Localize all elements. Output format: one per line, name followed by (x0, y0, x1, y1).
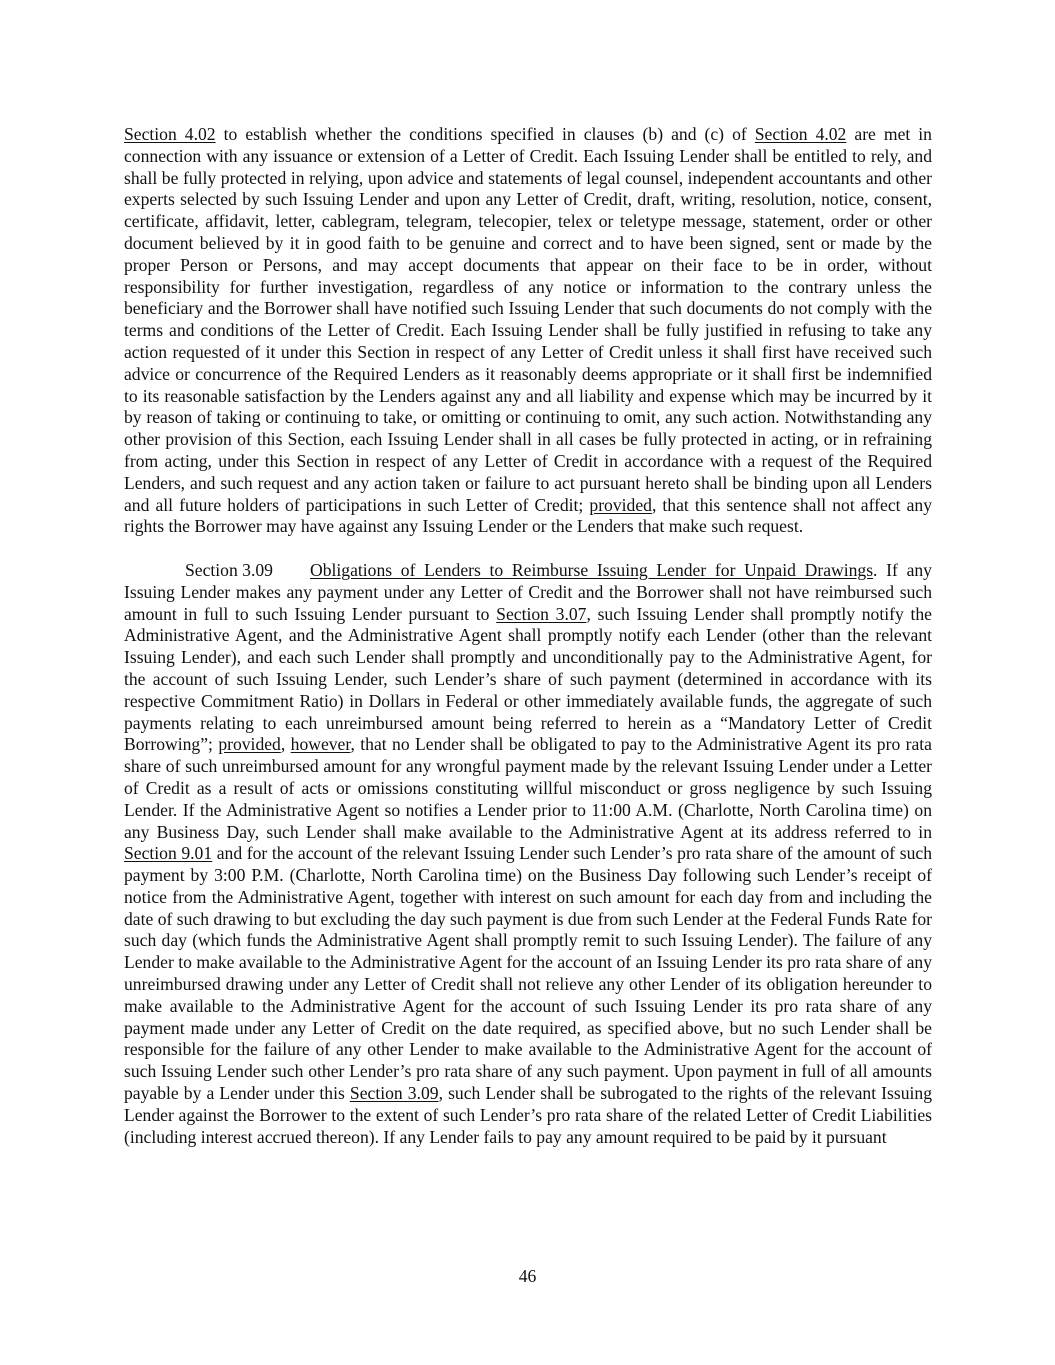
paragraph-text: are met in connection with any issuance or extension of a Letter of Credit. Each Issuing Lender shall be entitled to rely, and shall be fully protected in relying, upon advice and statements of legal counsel, independent accountants and other experts selected by such Issuing Lender and upon any Letter of Credit, draft, writing, resolution, notice, consent, certificate, affidavit, letter, cablegram, telegram, telecopier, telex or teletype message, statement, order or other document believed by it in good faith to be genuine and correct and to have been signed, sent or made by the proper Person or Persons, and may accept documents that appear on their face to be in order, without responsibility for further investigation, regardless of any notice or information to the contrary unless the beneficiary and the Borrower shall have notified such Issuing Lender that such documents do not comply with the terms and conditions of the Letter of Credit. Each Issuing Lender shall be fully justified in refusing to take any action requested of it under this Section in respect of any Letter of Credit unless it shall first have received such advice or concurrence of the Required Lenders as it reasonably deems appropriate or it shall first be indemnified to its reasonable satisfaction by the Lenders against any and all liability and expense which may be incurred by it by reason of taking or continuing to take, or omitting or continuing to omit, any such action. Notwithstanding any other provision of this Section, each Issuing Lender shall in all cases be fully protected in acting, or in refraining from acting, under this Section in respect of any Letter of Credit in accordance with a request of the Required Lenders, and such request and any action taken or failure to act pursuant hereto shall be binding upon all Lenders and all future holders of participations in such Letter of Credit; (124, 124, 932, 515)
paragraph-text: , such Issuing Lender shall promptly notify the Administrative Agent, and the Administrative Agent shall promptly notify each Lender (other than the relevant Issuing Lender), and each such Lender shall promptly and unconditionally pay to the Administrative Agent, for the account of such Issuing Lender, such Lender’s share of such payment (determined in accordance with its respective Commitment Ratio) in Dollars in Federal or other immediately available funds, the aggregate of such payments relating to each unreimbursed amount being referred to herein as a “Mandatory Letter of Credit Borrowing”; (124, 603, 932, 755)
provided-term: provided (589, 494, 652, 515)
section-number: Section 3.09 (185, 559, 273, 580)
paragraph-issuing-lender-reliance (124, 124, 932, 538)
page-number: 46 (518, 1266, 537, 1286)
document-page (124, 124, 932, 1148)
section-reference: Section 4.02 (754, 124, 847, 144)
section-reference: Section 9.01 (124, 843, 213, 864)
section-3-09-paragraph (124, 560, 932, 1149)
paragraph-text: , that no Lender shall be obligated to pay to the Administrative Agent its pro rata share of such unreimbursed amount for any wrongful payment made by the relevant Issuing Lender under a Letter of Credit as a result of acts or omissions constituting willful misconduct or gross negligence by such Issuing Lender. If the Administrative Agent so notifies a Lender prior to 11:00 A.M. (Charlotte, North Carolina time) on any Business Day, such Lender shall make available to the Administrative Agent at its address referred to in (124, 734, 932, 842)
paragraph-text: , such Lender shall be subrogated to the rights of the relevant Issuing Lender against the Borrower to the extent of such Lender’s pro rata share of the related Letter of Credit Liabilities (including interest accrued thereon). If any Lender fails to pay any amount required to be paid by it pursuant (124, 1083, 932, 1147)
section-reference: Section 3.09 (349, 1083, 439, 1104)
provided-term: provided (218, 734, 281, 755)
section-title: Obligations of Lenders to Reimburse Issuing Lender for Unpaid Drawings (310, 559, 874, 580)
paragraph-text: to establish whether the conditions specified in clauses (b) and (c) of (215, 124, 755, 144)
section-reference: Section 3.07 (496, 603, 587, 624)
section-reference: Section 4.02 (124, 124, 216, 144)
paragraph-text: . If any Issuing Lender makes any payment under any Letter of Credit and the Borrower shall not have reimbursed such amount in full to such Issuing Lender pursuant to (124, 559, 932, 624)
paragraph-text: , (280, 734, 291, 755)
however-term: however (290, 734, 351, 755)
paragraph-text: , that this sentence shall not affect any rights the Borrower may have against any Issuing Lender or the Lenders that make such request. (124, 494, 932, 537)
paragraph-text: and for the account of the relevant Issuing Lender such Lender’s pro rata share of the amount of such payment by 3:00 P.M. (Charlotte, North Carolina time) on the Business Day following such Lender’s receipt of notice from the Administrative Agent, together with interest on such amount for each day from and including the date of such drawing to but excluding the day such payment is due from such Lender at the Federal Funds Rate for such day (which funds the Administrative Agent shall promptly remit to such Issuing Lender). The failure of any Lender to make available to the Administrative Agent for the account of an Issuing Lender its pro rata share of any unreimbursed drawing under any Letter of Credit shall not relieve any other Lender of its obligation hereunder to make available to the Administrative Agent for the account of such Issuing Lender its pro rata share of any payment made under any Letter of Credit on the date required, as specified above, but no such Lender shall be responsible for the failure of any other Lender to make available to the Administrative Agent for the account of such Issuing Lender such other Lender’s pro rata share of any such payment. Upon payment in full of all amounts payable by a Lender under this (124, 843, 932, 1104)
